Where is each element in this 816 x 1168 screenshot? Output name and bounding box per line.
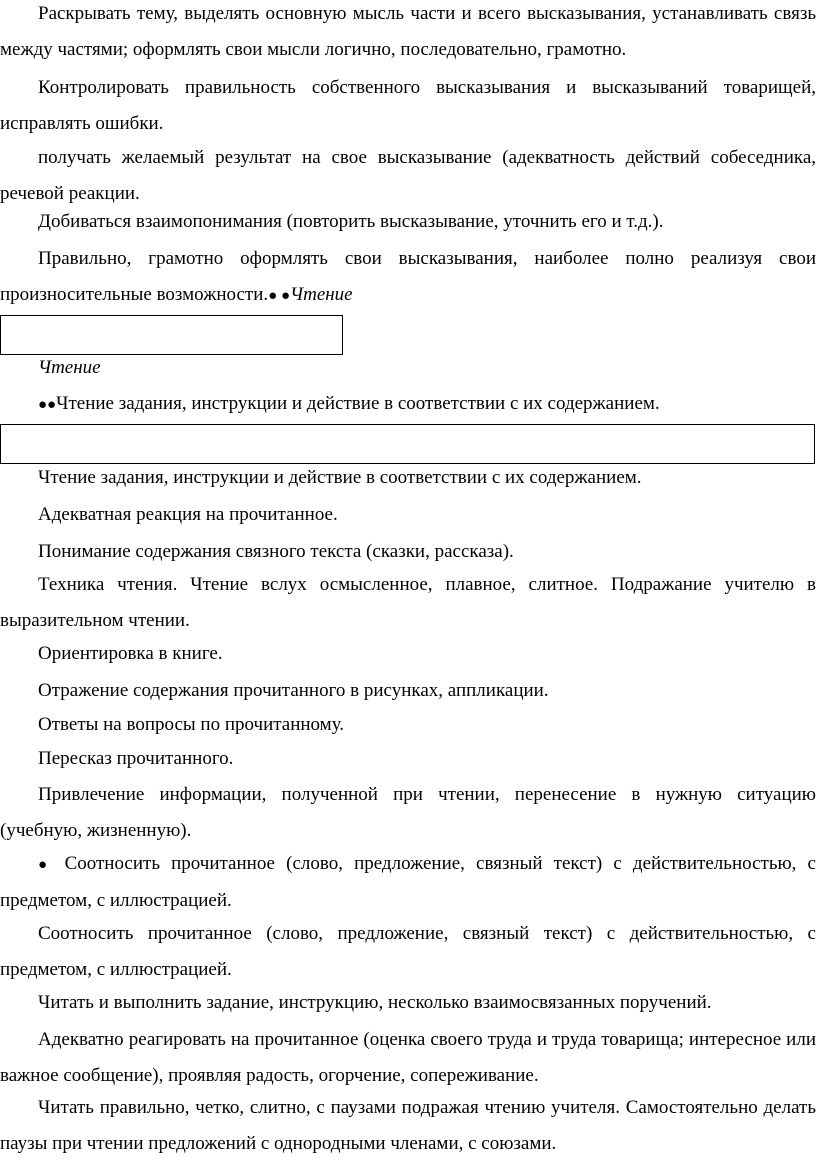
- reading-heading: Чтение: [38, 357, 101, 378]
- bullet-icon: ●●: [38, 397, 57, 413]
- empty-wide-box: [0, 424, 815, 464]
- paragraph: Адекватно реагировать на прочитанное (оценка своего труда и труда товарища; интересное или важное сообщение), проявляя радость, огорчение, сопереживание.: [0, 1029, 816, 1086]
- empty-box: [0, 315, 343, 355]
- paragraph: Ответы на вопросы по прочитанному.: [38, 714, 345, 735]
- reading-label: Чтение: [290, 284, 353, 305]
- bullet-line-text: Чтение задания, инструкции и действие в соответствии с их содержанием.: [56, 393, 660, 414]
- paragraph: Чтение задания, инструкции и действие в соответствии с их содержанием.: [38, 467, 642, 488]
- paragraph: Адекватная реакция на прочитанное.: [38, 504, 338, 525]
- bullet-paragraph-text: Соотносить прочитанное (слово, предложение, связный текст) с действительностью, с предметом, с иллюстрацией.: [0, 853, 816, 911]
- bullet-icon: ● ●: [268, 288, 291, 304]
- paragraph: Соотносить прочитанное (слово, предложение, связный текст) с действительностью, с предметом, с иллюстрацией.: [0, 923, 816, 980]
- paragraph: Читать и выполнить задание, инструкцию, несколько взаимосвязанных поручений.: [38, 992, 712, 1013]
- bullet-paragraph: [0, 846, 816, 919]
- paragraph: Отражение содержания прочитанного в рисунках, аппликации.: [38, 680, 549, 701]
- bullet-icon: ●: [38, 857, 54, 873]
- paragraph: Техника чтения. Чтение вслух осмысленное, плавное, слитное. Подражание учителю в выразительном чтении.: [0, 574, 816, 631]
- paragraph: Пересказ прочитанного.: [38, 748, 234, 769]
- bullet-line: [0, 386, 816, 423]
- paragraph: получать желаемый результат на свое высказывание (адекватность действий собеседника, речевой реакции.: [0, 147, 816, 204]
- paragraph: [0, 241, 816, 314]
- paragraph: Привлечение информации, полученной при чтении, перенесение в нужную ситуацию (учебную, жизненную).: [0, 784, 816, 841]
- paragraph: Понимание содержания связного текста (сказки, рассказа).: [38, 541, 514, 562]
- paragraph: Контролировать правильность собственного высказывания и высказываний товарищей, исправлять ошибки.: [0, 77, 816, 134]
- paragraph: Читать правильно, четко, слитно, с паузами подражая чтению учителя. Самостоятельно делать паузы при чтении предложений с однородными членами, с союзами.: [0, 1097, 816, 1154]
- paragraph: Добиваться взаимопонимания (повторить высказывание, уточнить его и т.д.).: [38, 211, 664, 232]
- paragraph: Ориентировка в книге.: [38, 643, 223, 664]
- paragraph-text: Правильно, грамотно оформлять свои высказывания, наиболее полно реализуя свои произносительные возможности.: [0, 248, 816, 305]
- paragraph: Раскрывать тему, выделять основную мысль части и всего высказывания, устанавливать связь между частями; оформлять свои мысли логично, последовательно, грамотно.: [0, 3, 816, 60]
